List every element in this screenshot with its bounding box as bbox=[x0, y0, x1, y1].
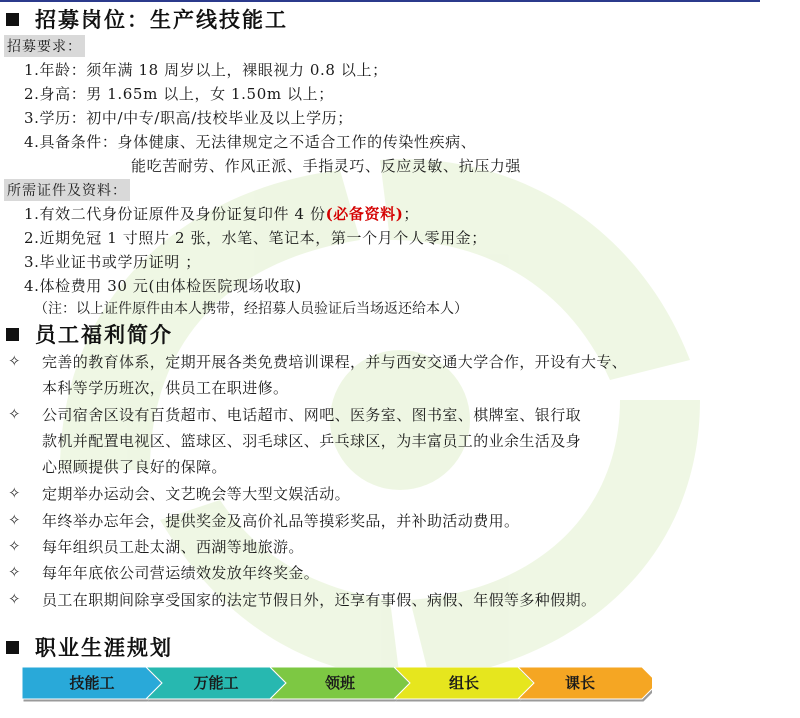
requirement-item-continued: 能吃苦耐劳、作风正派、手指灵巧、反应灵敏、抗压力强 bbox=[131, 157, 522, 175]
requirement-item: 1.年龄：须年满 18 周岁以上，裸眼视力 0.8 以上； bbox=[24, 61, 388, 79]
documents-label: 所需证件及资料： bbox=[4, 179, 130, 201]
section-title: 职业生涯规划 bbox=[35, 636, 173, 660]
benefit-line: 每年组织员工赴太湖、西湖等地旅游。 bbox=[42, 538, 304, 556]
benefit-line: 每年年底依公司营运绩效发放年终奖金。 bbox=[42, 564, 320, 582]
document-text-end: ； bbox=[403, 205, 419, 223]
benefit-line: 年终举办忘年会，提供奖金及高价礼品等摸彩奖品，并补助活动费用。 bbox=[42, 512, 520, 530]
section-title: 招募岗位：生产线技能工 bbox=[35, 8, 288, 32]
document-item: 4.体检费用 30 元(由体检医院现场收取) bbox=[24, 277, 302, 295]
document-item: 2.近期免冠 1 寸照片 2 张，水笔、笔记本，第一个月个人零用金； bbox=[24, 229, 487, 247]
benefit-line: 心照顾提供了良好的保障。 bbox=[42, 458, 227, 476]
benefit-line: 公司宿舍区设有百货超市、电话超市、网吧、医务室、图书室、棋牌室、银行取 bbox=[42, 406, 582, 424]
diamond-bullet-icon: ✧ bbox=[8, 352, 21, 370]
benefit-line: 定期举办运动会、文艺晚会等大型文娱活动。 bbox=[42, 485, 351, 503]
benefit-line: 完善的教育体系，定期开展各类免费培训课程，并与西安交通大学合作，开设有大专、 bbox=[42, 353, 628, 371]
document-item: 3.毕业证书或学历证明 ； bbox=[24, 253, 201, 271]
section-heading-position bbox=[6, 4, 288, 34]
requirements-label: 招募要求： bbox=[4, 35, 85, 57]
section-heading-benefits bbox=[6, 319, 173, 349]
benefit-line: 本科等学历班次，供员工在职进修。 bbox=[42, 379, 289, 397]
career-path-flow bbox=[22, 667, 652, 703]
career-step-label: 组长 bbox=[448, 674, 479, 692]
career-step-label: 技能工 bbox=[69, 674, 115, 692]
diamond-bullet-icon: ✧ bbox=[8, 563, 21, 581]
square-bullet-icon bbox=[6, 641, 19, 654]
square-bullet-icon bbox=[6, 328, 19, 341]
documents-note: （注：以上证件原件由本人携带，经招募人员验证后当场返还给本人） bbox=[34, 301, 468, 317]
career-step-label: 万能工 bbox=[193, 674, 239, 692]
square-bullet-icon bbox=[6, 13, 19, 26]
benefit-line: 款机并配置电视区、篮球区、羽毛球区、乒乓球区，为丰富员工的业余生活及身 bbox=[42, 432, 582, 450]
requirement-item: 2.身高：男 1.65m 以上，女 1.50m 以上； bbox=[24, 85, 334, 103]
section-heading-career bbox=[6, 632, 173, 662]
diamond-bullet-icon: ✧ bbox=[8, 484, 21, 502]
benefit-line: 员工在职期间除享受国家的法定节假日外，还享有事假、病假、年假等多种假期。 bbox=[42, 591, 597, 609]
required-highlight: (必备资料) bbox=[325, 205, 404, 223]
requirement-item: 4.具备条件：身体健康、无法律规定之不适合工作的传染性疾病、 bbox=[24, 133, 477, 151]
diamond-bullet-icon: ✧ bbox=[8, 590, 21, 608]
document-item bbox=[24, 203, 419, 224]
career-step-label: 课长 bbox=[564, 674, 595, 692]
requirement-item: 3.学历：初中/中专/职高/技校毕业及以上学历； bbox=[24, 109, 353, 127]
diamond-bullet-icon: ✧ bbox=[8, 537, 21, 555]
diamond-bullet-icon: ✧ bbox=[8, 511, 21, 529]
diamond-bullet-icon: ✧ bbox=[8, 405, 21, 423]
section-title: 员工福利简介 bbox=[35, 323, 173, 347]
document-text: 1.有效二代身份证原件及身份证复印件 4 份 bbox=[24, 205, 326, 223]
career-step-label: 领班 bbox=[324, 674, 355, 692]
